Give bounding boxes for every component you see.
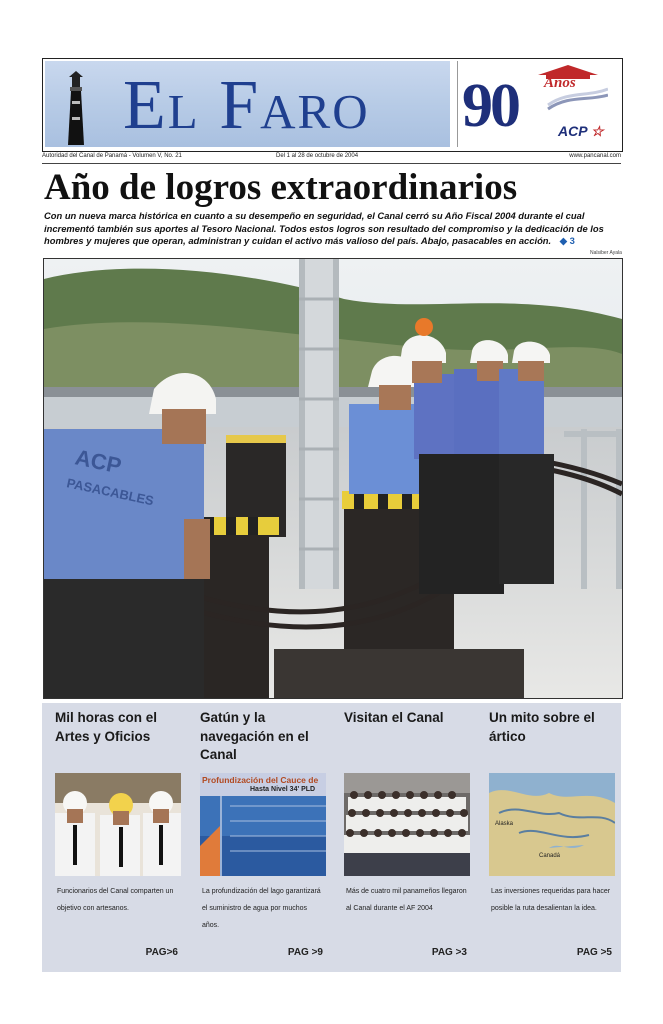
diagram-subtitle: Hasta Nivel 34' PLD xyxy=(250,786,316,793)
divider xyxy=(42,163,621,164)
teaser-gatun[interactable] xyxy=(187,703,327,972)
dateline xyxy=(42,153,621,163)
anniversary-label: Años xyxy=(544,75,576,91)
headline: Año de logros extraordinarios xyxy=(44,167,518,208)
teaser-map xyxy=(489,773,615,876)
teaser-page-link[interactable]: PAG >5 xyxy=(576,947,612,958)
linehandlers-illustration xyxy=(44,259,622,698)
teaser-caption: Más de cuatro mil panameños llegaron al Canal durante el AF 2004 xyxy=(346,888,467,912)
teaser-title: Visitan el Canal xyxy=(344,710,444,725)
masthead-title: El Faro xyxy=(123,67,370,144)
diagram-title: Profundización del Cauce de xyxy=(202,775,319,785)
anniversary-number: 90 xyxy=(462,72,518,140)
teaser-title: Un mito sobre el ártico xyxy=(489,710,595,744)
issue-date: Del 1 al 28 de octubre de 2004 xyxy=(276,153,359,159)
photo-credit: Nalsiber Ayala xyxy=(590,250,622,256)
lighthouse-icon xyxy=(63,71,89,145)
teaser-artes-oficios[interactable] xyxy=(42,703,182,972)
teaser-thumbnail xyxy=(200,773,326,876)
teaser-thumbnail xyxy=(55,773,181,876)
teaser-caption: Funcionarios del Canal comparten un objetivo con artesanos. xyxy=(57,888,174,912)
teaser-mito-artico[interactable] xyxy=(476,703,616,972)
publisher-volume: Autoridad del Canal de Panamá - Volumen V, No. 21 xyxy=(42,153,182,159)
website-link[interactable]: www.pancanal.com xyxy=(569,153,621,159)
teaser-page-link[interactable]: PAG >3 xyxy=(431,947,467,958)
masthead-title-box xyxy=(45,61,450,147)
shirt-logo-text: ACP xyxy=(72,444,124,479)
teaser-caption: Las inversiones requeridas para hacer posible la ruta desalientan la idea. xyxy=(491,888,611,912)
main-photo xyxy=(43,258,623,699)
teaser-visitan[interactable] xyxy=(331,703,471,972)
anniversary-logo xyxy=(457,61,619,147)
acp-logo: ACP ☆ xyxy=(558,123,604,139)
page-ref-link[interactable]: ◆ 3 xyxy=(559,235,575,246)
deck xyxy=(44,210,622,248)
star-icon: ☆ xyxy=(590,123,604,139)
map-label-canada: Canadá xyxy=(539,853,561,859)
deck-text: Con un nueva marca histórica en cuanto a su desempeño en seguridad, el Canal cerró su Año Fiscal 2004 durante el cual incrementó también sus aportes al Tesoro Nacional. Todos estos logros son resultado del compromiso y la dedicación de los hombres y mujeres que operan, administran y cuidan el activo más valioso del país. Abajo, pasacables en acción. xyxy=(44,210,604,246)
map-label-alaska: Alaska xyxy=(495,821,514,827)
teaser-panel xyxy=(42,703,621,972)
teaser-page-link[interactable]: PAG>6 xyxy=(145,947,178,958)
masthead xyxy=(42,58,623,152)
teaser-title: Mil horas con el Artes y Oficios xyxy=(55,710,158,744)
teaser-title: Gatún y la navegación en el Canal xyxy=(200,710,309,762)
teaser-caption: La profundización del lago garantizará el suministro de agua por muchos años. xyxy=(202,888,321,929)
shirt-role-text: PASACABLES xyxy=(65,475,156,509)
teaser-thumbnail xyxy=(344,773,470,876)
teaser-page-link[interactable]: PAG >9 xyxy=(287,947,323,958)
